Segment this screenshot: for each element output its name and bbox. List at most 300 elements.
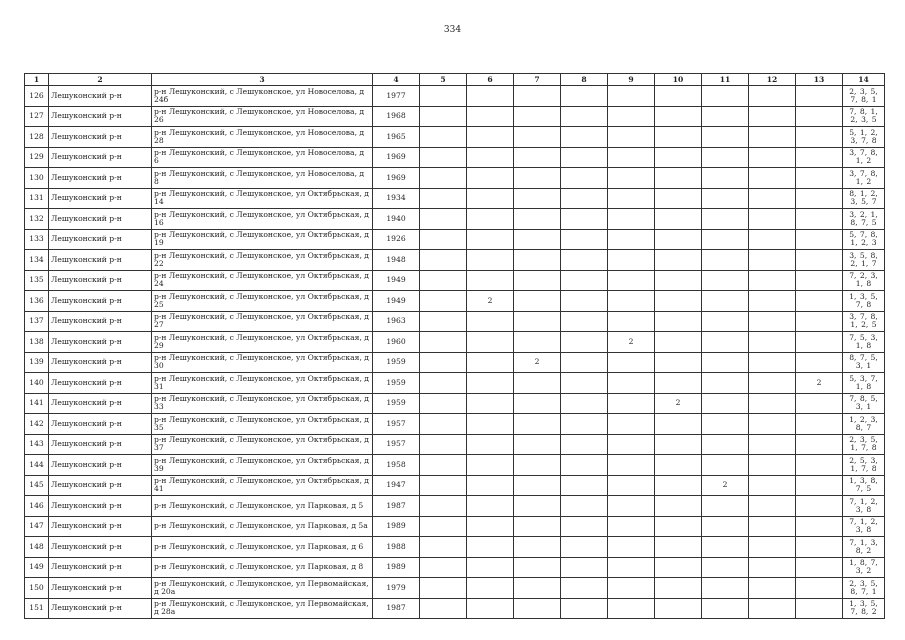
value-cell-col-13 bbox=[796, 496, 843, 517]
codes-cell: 1, 3, 5, 7, 8, 2 bbox=[843, 598, 885, 619]
value-cell-col-5 bbox=[420, 168, 467, 189]
year-cell: 1959 bbox=[373, 373, 420, 394]
row-number-cell: 144 bbox=[25, 455, 49, 476]
address-cell: р-н Лешуконский, с Лешуконское, ул Октябрьская, д 16 bbox=[152, 209, 373, 230]
codes-cell: 2, 3, 5, 7, 8, 1 bbox=[843, 86, 885, 107]
address-cell: р-н Лешуконский, с Лешуконское, ул Новоселова, д 28 bbox=[152, 127, 373, 148]
table-row bbox=[25, 147, 885, 168]
address-cell: р-н Лешуконский, с Лешуконское, ул Парковая, д 8 bbox=[152, 557, 373, 578]
value-cell-col-11 bbox=[702, 455, 749, 476]
value-cell-col-12 bbox=[749, 250, 796, 271]
value-cell-col-12 bbox=[749, 291, 796, 312]
value-cell-col-9 bbox=[608, 516, 655, 537]
value-cell-col-6 bbox=[467, 229, 514, 250]
table-row bbox=[25, 311, 885, 332]
codes-cell: 7, 8, 5, 3, 1 bbox=[843, 393, 885, 414]
value-cell-col-6 bbox=[467, 209, 514, 230]
value-cell-col-9 bbox=[608, 291, 655, 312]
year-cell: 1987 bbox=[373, 496, 420, 517]
address-cell: р-н Лешуконский, с Лешуконское, ул Октябрьская, д 33 bbox=[152, 393, 373, 414]
value-cell-col-9 bbox=[608, 578, 655, 599]
district-cell: Лешуконский р-н bbox=[49, 147, 152, 168]
year-cell: 1989 bbox=[373, 557, 420, 578]
value-cell-col-6 bbox=[467, 250, 514, 271]
year-cell: 1957 bbox=[373, 414, 420, 435]
address-cell: р-н Лешуконский, с Лешуконское, ул Новоселова, д 8 bbox=[152, 168, 373, 189]
value-cell-col-5 bbox=[420, 86, 467, 107]
district-cell: Лешуконский р-н bbox=[49, 209, 152, 230]
value-cell-col-12 bbox=[749, 393, 796, 414]
value-cell-col-6: 2 bbox=[467, 291, 514, 312]
value-cell-col-12 bbox=[749, 311, 796, 332]
value-cell-col-11 bbox=[702, 557, 749, 578]
row-number-cell: 133 bbox=[25, 229, 49, 250]
address-cell: р-н Лешуконский, с Лешуконское, ул Октябрьская, д 41 bbox=[152, 475, 373, 496]
value-cell-col-13 bbox=[796, 188, 843, 209]
value-cell-col-6 bbox=[467, 434, 514, 455]
year-cell: 1940 bbox=[373, 209, 420, 230]
address-cell: р-н Лешуконский, с Лешуконское, ул Новоселова, д 26 bbox=[152, 106, 373, 127]
value-cell-col-9 bbox=[608, 250, 655, 271]
row-number-cell: 150 bbox=[25, 578, 49, 599]
value-cell-col-12 bbox=[749, 496, 796, 517]
table-row bbox=[25, 250, 885, 271]
column-header-10: 10 bbox=[655, 74, 702, 86]
value-cell-col-11 bbox=[702, 352, 749, 373]
codes-cell: 3, 2, 1, 8, 7, 5 bbox=[843, 209, 885, 230]
district-cell: Лешуконский р-н bbox=[49, 106, 152, 127]
value-cell-col-11 bbox=[702, 127, 749, 148]
value-cell-col-6 bbox=[467, 496, 514, 517]
value-cell-col-10 bbox=[655, 332, 702, 353]
value-cell-col-8 bbox=[561, 455, 608, 476]
value-cell-col-11 bbox=[702, 86, 749, 107]
district-cell: Лешуконский р-н bbox=[49, 578, 152, 599]
value-cell-col-13 bbox=[796, 86, 843, 107]
value-cell-col-12 bbox=[749, 147, 796, 168]
value-cell-col-5 bbox=[420, 516, 467, 537]
address-cell: р-н Лешуконский, с Лешуконское, ул Новоселова, д 6 bbox=[152, 147, 373, 168]
value-cell-col-13 bbox=[796, 557, 843, 578]
value-cell-col-8 bbox=[561, 127, 608, 148]
address-cell: р-н Лешуконский, с Лешуконское, ул Октябрьская, д 22 bbox=[152, 250, 373, 271]
value-cell-col-9 bbox=[608, 475, 655, 496]
value-cell-col-7 bbox=[514, 537, 561, 558]
year-cell: 1977 bbox=[373, 86, 420, 107]
year-cell: 1963 bbox=[373, 311, 420, 332]
district-cell: Лешуконский р-н bbox=[49, 250, 152, 271]
value-cell-col-11 bbox=[702, 270, 749, 291]
address-cell: р-н Лешуконский, с Лешуконское, ул Октябрьская, д 31 bbox=[152, 373, 373, 394]
value-cell-col-5 bbox=[420, 311, 467, 332]
value-cell-col-12 bbox=[749, 168, 796, 189]
value-cell-col-13 bbox=[796, 393, 843, 414]
year-cell: 1949 bbox=[373, 291, 420, 312]
district-cell: Лешуконский р-н bbox=[49, 373, 152, 394]
value-cell-col-8 bbox=[561, 434, 608, 455]
value-cell-col-8 bbox=[561, 188, 608, 209]
codes-cell: 5, 1, 2, 3, 7, 8 bbox=[843, 127, 885, 148]
column-header-12: 12 bbox=[749, 74, 796, 86]
table-row bbox=[25, 434, 885, 455]
district-cell: Лешуконский р-н bbox=[49, 86, 152, 107]
year-cell: 1947 bbox=[373, 475, 420, 496]
value-cell-col-13 bbox=[796, 598, 843, 619]
row-number-cell: 148 bbox=[25, 537, 49, 558]
row-number-cell: 139 bbox=[25, 352, 49, 373]
value-cell-col-10 bbox=[655, 414, 702, 435]
value-cell-col-9 bbox=[608, 270, 655, 291]
year-cell: 1987 bbox=[373, 598, 420, 619]
value-cell-col-7 bbox=[514, 516, 561, 537]
value-cell-col-13 bbox=[796, 414, 843, 435]
value-cell-col-8 bbox=[561, 557, 608, 578]
value-cell-col-5 bbox=[420, 434, 467, 455]
value-cell-col-10 bbox=[655, 127, 702, 148]
value-cell-col-8 bbox=[561, 393, 608, 414]
value-cell-col-12 bbox=[749, 229, 796, 250]
year-cell: 1989 bbox=[373, 516, 420, 537]
table-header-row bbox=[25, 74, 885, 86]
value-cell-col-7: 2 bbox=[514, 352, 561, 373]
value-cell-col-6 bbox=[467, 147, 514, 168]
year-cell: 1960 bbox=[373, 332, 420, 353]
value-cell-col-7 bbox=[514, 578, 561, 599]
codes-cell: 5, 3, 7, 1, 8 bbox=[843, 373, 885, 394]
value-cell-col-12 bbox=[749, 270, 796, 291]
row-number-cell: 149 bbox=[25, 557, 49, 578]
value-cell-col-10 bbox=[655, 578, 702, 599]
district-cell: Лешуконский р-н bbox=[49, 557, 152, 578]
district-cell: Лешуконский р-н bbox=[49, 270, 152, 291]
value-cell-col-13 bbox=[796, 311, 843, 332]
table-row bbox=[25, 270, 885, 291]
value-cell-col-8 bbox=[561, 250, 608, 271]
value-cell-col-7 bbox=[514, 332, 561, 353]
value-cell-col-10 bbox=[655, 373, 702, 394]
value-cell-col-10 bbox=[655, 291, 702, 312]
value-cell-col-13 bbox=[796, 250, 843, 271]
value-cell-col-8 bbox=[561, 311, 608, 332]
address-cell: р-н Лешуконский, с Лешуконское, ул Октябрьская, д 27 bbox=[152, 311, 373, 332]
value-cell-col-6 bbox=[467, 270, 514, 291]
value-cell-col-9 bbox=[608, 598, 655, 619]
row-number-cell: 130 bbox=[25, 168, 49, 189]
value-cell-col-12 bbox=[749, 188, 796, 209]
address-cell: р-н Лешуконский, с Лешуконское, ул Парковая, д 6 bbox=[152, 537, 373, 558]
value-cell-col-11 bbox=[702, 291, 749, 312]
table-row bbox=[25, 598, 885, 619]
value-cell-col-11 bbox=[702, 434, 749, 455]
district-cell: Лешуконский р-н bbox=[49, 311, 152, 332]
value-cell-col-5 bbox=[420, 209, 467, 230]
value-cell-col-10 bbox=[655, 557, 702, 578]
value-cell-col-13 bbox=[796, 516, 843, 537]
district-cell: Лешуконский р-н bbox=[49, 188, 152, 209]
table-row bbox=[25, 209, 885, 230]
value-cell-col-10 bbox=[655, 106, 702, 127]
value-cell-col-5 bbox=[420, 557, 467, 578]
value-cell-col-7 bbox=[514, 434, 561, 455]
district-cell: Лешуконский р-н bbox=[49, 496, 152, 517]
column-header-13: 13 bbox=[796, 74, 843, 86]
value-cell-col-9: 2 bbox=[608, 332, 655, 353]
district-cell: Лешуконский р-н bbox=[49, 229, 152, 250]
value-cell-col-7 bbox=[514, 496, 561, 517]
table-row bbox=[25, 393, 885, 414]
codes-cell: 3, 7, 8, 1, 2 bbox=[843, 168, 885, 189]
value-cell-col-13 bbox=[796, 475, 843, 496]
value-cell-col-5 bbox=[420, 393, 467, 414]
value-cell-col-5 bbox=[420, 270, 467, 291]
value-cell-col-12 bbox=[749, 106, 796, 127]
column-header-8: 8 bbox=[561, 74, 608, 86]
row-number-cell: 141 bbox=[25, 393, 49, 414]
codes-cell: 5, 7, 8, 1, 2, 3 bbox=[843, 229, 885, 250]
value-cell-col-12 bbox=[749, 434, 796, 455]
table-row bbox=[25, 537, 885, 558]
address-cell: р-н Лешуконский, с Лешуконское, ул Октябрьская, д 29 bbox=[152, 332, 373, 353]
district-cell: Лешуконский р-н bbox=[49, 598, 152, 619]
address-cell: р-н Лешуконский, с Лешуконское, ул Парковая, д 5а bbox=[152, 516, 373, 537]
data-table bbox=[24, 73, 885, 619]
value-cell-col-9 bbox=[608, 86, 655, 107]
value-cell-col-6 bbox=[467, 475, 514, 496]
year-cell: 1959 bbox=[373, 393, 420, 414]
value-cell-col-10 bbox=[655, 598, 702, 619]
year-cell: 1988 bbox=[373, 537, 420, 558]
codes-cell: 1, 3, 5, 7, 8 bbox=[843, 291, 885, 312]
value-cell-col-13 bbox=[796, 106, 843, 127]
column-header-4: 4 bbox=[373, 74, 420, 86]
value-cell-col-12 bbox=[749, 209, 796, 230]
table-row bbox=[25, 168, 885, 189]
value-cell-col-8 bbox=[561, 106, 608, 127]
table-row bbox=[25, 352, 885, 373]
year-cell: 1959 bbox=[373, 352, 420, 373]
row-number-cell: 136 bbox=[25, 291, 49, 312]
value-cell-col-13 bbox=[796, 209, 843, 230]
value-cell-col-6 bbox=[467, 106, 514, 127]
value-cell-col-5 bbox=[420, 475, 467, 496]
value-cell-col-12 bbox=[749, 475, 796, 496]
value-cell-col-12 bbox=[749, 598, 796, 619]
district-cell: Лешуконский р-н bbox=[49, 455, 152, 476]
value-cell-col-6 bbox=[467, 127, 514, 148]
value-cell-col-12 bbox=[749, 537, 796, 558]
district-cell: Лешуконский р-н bbox=[49, 332, 152, 353]
value-cell-col-9 bbox=[608, 393, 655, 414]
value-cell-col-9 bbox=[608, 168, 655, 189]
value-cell-col-8 bbox=[561, 598, 608, 619]
value-cell-col-7 bbox=[514, 188, 561, 209]
codes-cell: 2, 3, 5, 1, 7, 8 bbox=[843, 434, 885, 455]
value-cell-col-5 bbox=[420, 578, 467, 599]
value-cell-col-9 bbox=[608, 229, 655, 250]
codes-cell: 2, 3, 5, 8, 7, 1 bbox=[843, 578, 885, 599]
address-cell: р-н Лешуконский, с Лешуконское, ул Парковая, д 5 bbox=[152, 496, 373, 517]
value-cell-col-13 bbox=[796, 455, 843, 476]
address-cell: р-н Лешуконский, с Лешуконское, ул Октябрьская, д 25 bbox=[152, 291, 373, 312]
value-cell-col-5 bbox=[420, 332, 467, 353]
value-cell-col-7 bbox=[514, 373, 561, 394]
value-cell-col-12 bbox=[749, 86, 796, 107]
value-cell-col-7 bbox=[514, 168, 561, 189]
value-cell-col-9 bbox=[608, 496, 655, 517]
value-cell-col-6 bbox=[467, 311, 514, 332]
year-cell: 1949 bbox=[373, 270, 420, 291]
value-cell-col-7 bbox=[514, 311, 561, 332]
district-cell: Лешуконский р-н bbox=[49, 127, 152, 148]
value-cell-col-9 bbox=[608, 127, 655, 148]
value-cell-col-10 bbox=[655, 352, 702, 373]
value-cell-col-8 bbox=[561, 209, 608, 230]
value-cell-col-13 bbox=[796, 578, 843, 599]
value-cell-col-8 bbox=[561, 168, 608, 189]
value-cell-col-7 bbox=[514, 270, 561, 291]
value-cell-col-11 bbox=[702, 598, 749, 619]
codes-cell: 3, 5, 8, 2, 1, 7 bbox=[843, 250, 885, 271]
value-cell-col-8 bbox=[561, 352, 608, 373]
value-cell-col-7 bbox=[514, 86, 561, 107]
value-cell-col-6 bbox=[467, 86, 514, 107]
codes-cell: 3, 7, 8, 1, 2, 5 bbox=[843, 311, 885, 332]
table-row bbox=[25, 127, 885, 148]
value-cell-col-8 bbox=[561, 516, 608, 537]
value-cell-col-9 bbox=[608, 455, 655, 476]
district-cell: Лешуконский р-н bbox=[49, 414, 152, 435]
value-cell-col-11 bbox=[702, 311, 749, 332]
row-number-cell: 151 bbox=[25, 598, 49, 619]
value-cell-col-5 bbox=[420, 127, 467, 148]
value-cell-col-10 bbox=[655, 229, 702, 250]
row-number-cell: 128 bbox=[25, 127, 49, 148]
value-cell-col-6 bbox=[467, 557, 514, 578]
value-cell-col-7 bbox=[514, 455, 561, 476]
value-cell-col-8 bbox=[561, 373, 608, 394]
value-cell-col-11 bbox=[702, 332, 749, 353]
column-header-3: 3 bbox=[152, 74, 373, 86]
year-cell: 1965 bbox=[373, 127, 420, 148]
year-cell: 1979 bbox=[373, 578, 420, 599]
district-cell: Лешуконский р-н bbox=[49, 516, 152, 537]
district-cell: Лешуконский р-н bbox=[49, 291, 152, 312]
value-cell-col-10 bbox=[655, 496, 702, 517]
value-cell-col-10 bbox=[655, 86, 702, 107]
address-cell: р-н Лешуконский, с Лешуконское, ул Октябрьская, д 14 bbox=[152, 188, 373, 209]
value-cell-col-8 bbox=[561, 332, 608, 353]
value-cell-col-7 bbox=[514, 147, 561, 168]
district-cell: Лешуконский р-н bbox=[49, 168, 152, 189]
year-cell: 1934 bbox=[373, 188, 420, 209]
value-cell-col-12 bbox=[749, 373, 796, 394]
row-number-cell: 134 bbox=[25, 250, 49, 271]
value-cell-col-13 bbox=[796, 537, 843, 558]
value-cell-col-12 bbox=[749, 352, 796, 373]
value-cell-col-7 bbox=[514, 598, 561, 619]
column-header-2: 2 bbox=[49, 74, 152, 86]
value-cell-col-13 bbox=[796, 270, 843, 291]
value-cell-col-9 bbox=[608, 414, 655, 435]
district-cell: Лешуконский р-н bbox=[49, 393, 152, 414]
district-cell: Лешуконский р-н bbox=[49, 475, 152, 496]
codes-cell: 7, 1, 3, 8, 2 bbox=[843, 537, 885, 558]
value-cell-col-10: 2 bbox=[655, 393, 702, 414]
codes-cell: 8, 7, 5, 3, 1 bbox=[843, 352, 885, 373]
codes-cell: 3, 7, 8, 1, 2 bbox=[843, 147, 885, 168]
value-cell-col-11 bbox=[702, 578, 749, 599]
value-cell-col-6 bbox=[467, 168, 514, 189]
value-cell-col-11 bbox=[702, 393, 749, 414]
value-cell-col-8 bbox=[561, 291, 608, 312]
table-row bbox=[25, 332, 885, 353]
value-cell-col-8 bbox=[561, 229, 608, 250]
table-row bbox=[25, 578, 885, 599]
table-row bbox=[25, 229, 885, 250]
table-body bbox=[25, 86, 885, 619]
value-cell-col-11: 2 bbox=[702, 475, 749, 496]
codes-cell: 2, 5, 3, 1, 7, 8 bbox=[843, 455, 885, 476]
row-number-cell: 135 bbox=[25, 270, 49, 291]
row-number-cell: 127 bbox=[25, 106, 49, 127]
codes-cell: 1, 2, 3, 8, 7 bbox=[843, 414, 885, 435]
value-cell-col-7 bbox=[514, 250, 561, 271]
column-header-5: 5 bbox=[420, 74, 467, 86]
year-cell: 1948 bbox=[373, 250, 420, 271]
value-cell-col-5 bbox=[420, 106, 467, 127]
value-cell-col-6 bbox=[467, 578, 514, 599]
table-row bbox=[25, 188, 885, 209]
address-cell: р-н Лешуконский, с Лешуконское, ул Октябрьская, д 37 bbox=[152, 434, 373, 455]
codes-cell: 7, 8, 1, 2, 3, 5 bbox=[843, 106, 885, 127]
value-cell-col-13 bbox=[796, 127, 843, 148]
value-cell-col-8 bbox=[561, 496, 608, 517]
value-cell-col-12 bbox=[749, 414, 796, 435]
table-row bbox=[25, 557, 885, 578]
value-cell-col-9 bbox=[608, 188, 655, 209]
value-cell-col-9 bbox=[608, 352, 655, 373]
value-cell-col-12 bbox=[749, 455, 796, 476]
row-number-cell: 146 bbox=[25, 496, 49, 517]
codes-cell: 8, 1, 2, 3, 5, 7 bbox=[843, 188, 885, 209]
address-cell: р-н Лешуконский, с Лешуконское, ул Октябрьская, д 35 bbox=[152, 414, 373, 435]
value-cell-col-9 bbox=[608, 373, 655, 394]
value-cell-col-10 bbox=[655, 455, 702, 476]
value-cell-col-5 bbox=[420, 250, 467, 271]
table-row bbox=[25, 496, 885, 517]
value-cell-col-9 bbox=[608, 557, 655, 578]
column-header-7: 7 bbox=[514, 74, 561, 86]
value-cell-col-8 bbox=[561, 86, 608, 107]
year-cell: 1969 bbox=[373, 147, 420, 168]
value-cell-col-6 bbox=[467, 598, 514, 619]
row-number-cell: 147 bbox=[25, 516, 49, 537]
table-row bbox=[25, 516, 885, 537]
value-cell-col-9 bbox=[608, 434, 655, 455]
year-cell: 1958 bbox=[373, 455, 420, 476]
value-cell-col-11 bbox=[702, 516, 749, 537]
table-row bbox=[25, 475, 885, 496]
year-cell: 1969 bbox=[373, 168, 420, 189]
value-cell-col-8 bbox=[561, 537, 608, 558]
value-cell-col-10 bbox=[655, 516, 702, 537]
value-cell-col-7 bbox=[514, 106, 561, 127]
row-number-cell: 129 bbox=[25, 147, 49, 168]
value-cell-col-6 bbox=[467, 332, 514, 353]
value-cell-col-7 bbox=[514, 229, 561, 250]
value-cell-col-9 bbox=[608, 209, 655, 230]
codes-cell: 7, 2, 3, 1, 8 bbox=[843, 270, 885, 291]
